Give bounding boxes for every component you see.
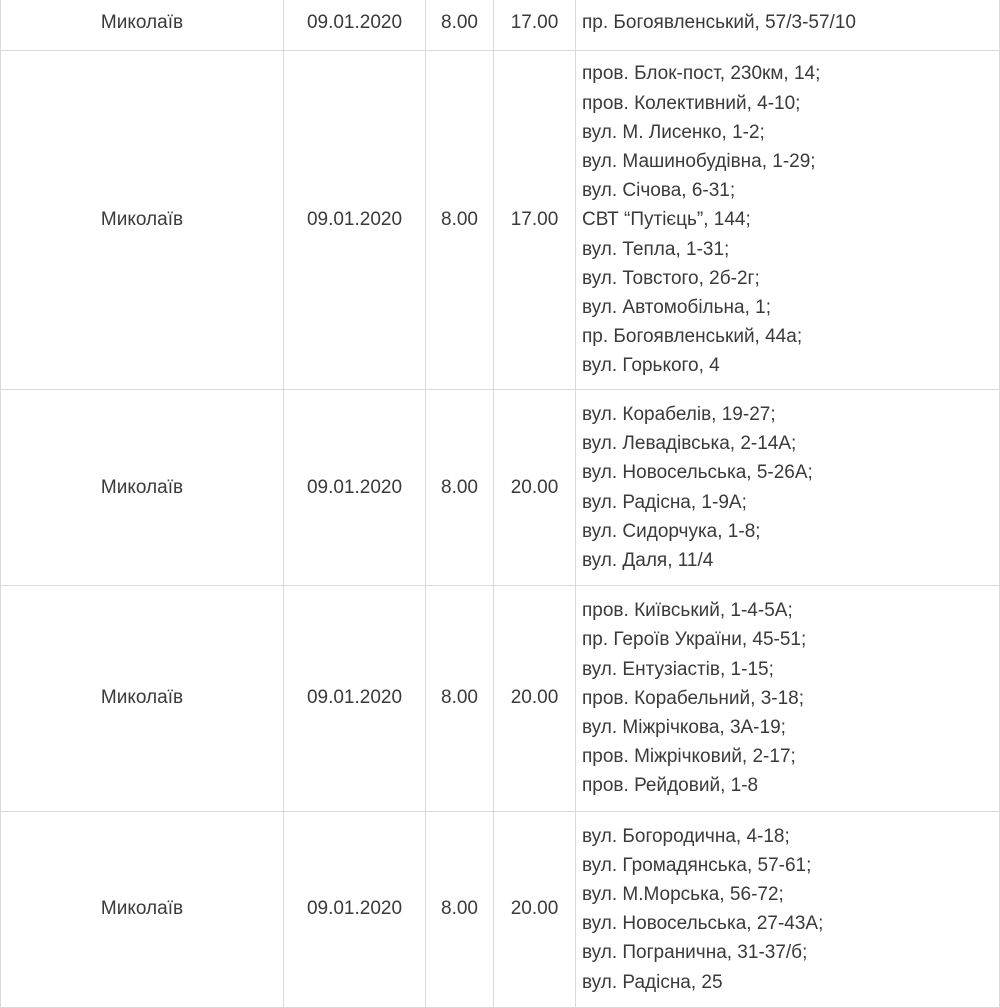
address-line: вул. Тепла, 1-31;	[582, 238, 730, 260]
end-time-cell: 20.00	[494, 811, 576, 1007]
address-line: вул. Даля, 11/4	[582, 550, 714, 572]
address-line: вул. Автомобільна, 1;	[582, 297, 771, 318]
address-line: СВТ “Путієць”, 144;	[582, 209, 751, 231]
addresses-cell	[576, 390, 1000, 586]
address-line: пров. Блок-пост, 230км, 14;	[582, 63, 821, 85]
addresses-cell	[576, 51, 1000, 390]
table-body	[1, 0, 1000, 1007]
address-line: пр. Богоявленський, 44а;	[582, 326, 803, 348]
address-line: пр. Героїв України, 45-51;	[582, 629, 807, 651]
address-line: вул. Новосельська, 5-26А;	[582, 462, 813, 484]
city-cell: Миколаїв	[1, 586, 284, 811]
date-cell: 09.01.2020	[284, 51, 426, 390]
address-line: вул. Машинобудівна, 1-29;	[582, 150, 816, 172]
end-time-cell: 17.00	[494, 0, 576, 51]
address-line: вул. Січова, 6-31;	[582, 180, 736, 202]
end-time-cell: 20.00	[494, 390, 576, 586]
address-line: вул. Товстого, 2б-2г;	[582, 267, 760, 289]
table-row	[1, 390, 1000, 586]
address-line: вул. Громадянська, 57-61;	[582, 854, 812, 876]
addresses-cell	[576, 586, 1000, 811]
address-line: вул. Ентузіастів, 1-15;	[582, 658, 774, 680]
address-line: вул. Радісна, 1-9А;	[582, 491, 747, 513]
address-line: вул. Новосельська, 27-43А;	[582, 913, 824, 935]
address-line: пров. Рейдовий, 1-8	[582, 775, 759, 797]
address-line: вул. Сидорчука, 1-8;	[582, 520, 761, 542]
table-row	[1, 811, 1000, 1007]
start-time-cell: 8.00	[426, 0, 494, 51]
end-time-cell: 20.00	[494, 586, 576, 811]
address-line: вул. Радісна, 25	[582, 971, 723, 993]
address-line: пр. Богоявленський, 57/3-57/10	[582, 11, 856, 33]
address-line: пров. Міжрічковий, 2-17;	[582, 746, 796, 768]
addresses-cell	[576, 0, 1000, 51]
table-row	[1, 586, 1000, 811]
city-cell: Миколаїв	[1, 0, 284, 51]
city-cell: Миколаїв	[1, 811, 284, 1007]
addresses-cell	[576, 811, 1000, 1007]
start-time-cell: 8.00	[426, 51, 494, 390]
table-row	[1, 51, 1000, 390]
address-line: вул. Погранична, 31-37/б;	[582, 942, 808, 964]
address-line: вул. Міжрічкова, 3А-19;	[582, 717, 786, 739]
address-line: пров. Київський, 1-4-5А;	[582, 600, 793, 622]
address-line: вул. Корабелів, 19-27;	[582, 404, 776, 425]
end-time-cell: 17.00	[494, 51, 576, 390]
date-cell: 09.01.2020	[284, 390, 426, 586]
table-row	[1, 0, 1000, 51]
address-line: вул. М. Лисенко, 1-2;	[582, 121, 765, 143]
start-time-cell: 8.00	[426, 811, 494, 1007]
address-line: пров. Корабельний, 3-18;	[582, 687, 805, 709]
address-line: вул. Горького, 4	[582, 355, 720, 377]
start-time-cell: 8.00	[426, 390, 494, 586]
address-line: вул. М.Морська, 56-72;	[582, 884, 784, 906]
address-line: вул. Богородична, 4-18;	[582, 825, 790, 847]
date-cell: 09.01.2020	[284, 586, 426, 811]
city-cell: Миколаїв	[1, 51, 284, 390]
date-cell: 09.01.2020	[284, 811, 426, 1007]
address-line: пров. Колективний, 4-10;	[582, 92, 801, 114]
date-cell: 09.01.2020	[284, 0, 426, 51]
start-time-cell: 8.00	[426, 586, 494, 811]
address-line: вул. Левадівська, 2-14А;	[582, 433, 797, 455]
city-cell: Миколаїв	[1, 390, 284, 586]
